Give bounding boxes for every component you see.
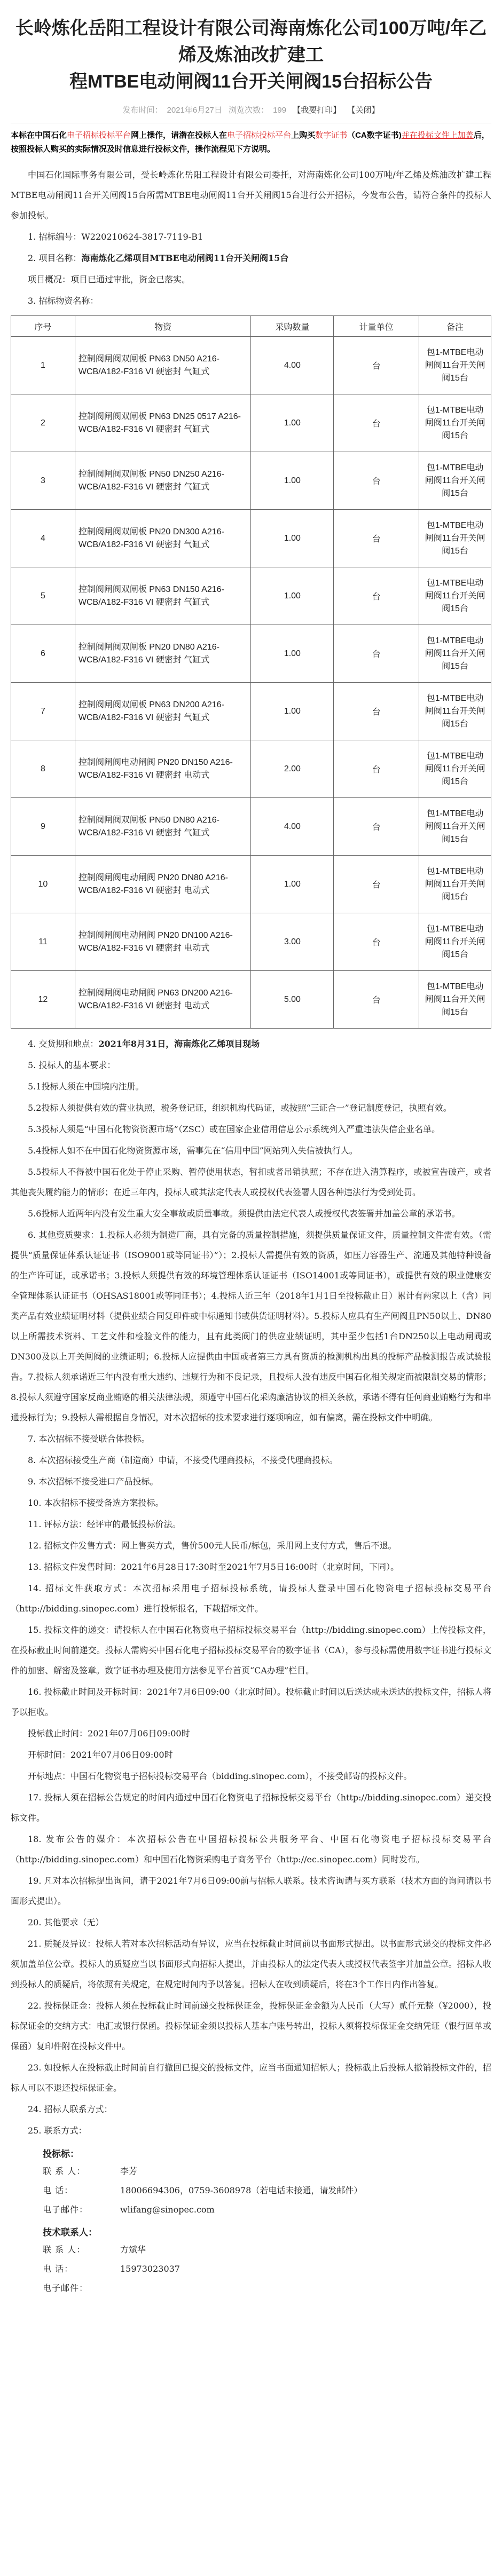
row-number: 7 bbox=[11, 683, 75, 740]
section-10: 10. 本次招标不接受备选方案投标。 bbox=[28, 1498, 164, 1508]
remark: 包1-MTBE电动闸阀11台开关闸阀15台 bbox=[419, 394, 491, 452]
contact-person-row bbox=[43, 2162, 491, 2181]
quantity: 1.00 bbox=[251, 510, 334, 567]
section-5-6: 5.6投标人近两年内没有发生重大安全事故或质量事故。须提供由法定代表人或授权代表签署并加盖公章的承诺书。 bbox=[28, 1208, 460, 1219]
quantity: 2.00 bbox=[251, 740, 334, 798]
material-name: 控制阀闸阀电动闸阀 PN63 DN200 A216-WCB/A182-F316 VI 硬密封 电动式 bbox=[75, 971, 251, 1029]
section-5-3: 5.3投标人须是“中国石化物资资源市场”（ZSC）或在国家企业信用信息公示系统列入严重违法失信企业名单。 bbox=[28, 1124, 441, 1134]
quantity: 1.00 bbox=[251, 452, 334, 510]
remark: 包1-MTBE电动闸阀11台开关闸阀15台 bbox=[419, 337, 491, 394]
print-button[interactable]: 【我要打印】 bbox=[293, 106, 341, 115]
page-title bbox=[11, 15, 491, 95]
material-name: 控制阀闸阀双闸板 PN20 DN300 A216-WCB/A182-F316 VI 硬密封 气缸式 bbox=[75, 510, 251, 567]
opening-place-line bbox=[11, 1766, 491, 1787]
section-11: 11. 评标方法：经评审的最低投标价法。 bbox=[28, 1519, 181, 1529]
section-5-4: 5.4投标人如不在中国石化物资资源市场，需事先在“信用中国”网站列入失信被执行人。 bbox=[28, 1145, 358, 1156]
deadline-value: 2021年07月06日09:00时 bbox=[88, 1728, 190, 1739]
remark: 包1-MTBE电动闸阀11台开关闸阀15台 bbox=[419, 510, 491, 567]
title-line-1: 长岭炼化岳阳工程设计有限公司海南炼化公司100万吨/年乙烯及炼油改扩建工 bbox=[15, 18, 487, 65]
table-row bbox=[11, 567, 491, 625]
section-5-5: 5.5投标人不得被中国石化处于停止采购、暂停使用状态，暂扣或者吊销执照；不存在进入清算程序，或被宣告破产，或者其他丧失履约能力的情形；在近三年内，投标人或其法定代表人或授权代表签署人因各种违法行为受到处罚。 bbox=[11, 1167, 491, 1197]
opening-label: 开标时间： bbox=[28, 1750, 71, 1760]
section-12: 12. 招标文件发售方式：网上售卖方式，售价500元人民币/标包，采用网上支付方式，售后不退。 bbox=[28, 1540, 397, 1551]
tech-contact-email-label: 电子邮件： bbox=[43, 2283, 89, 2293]
section-4 bbox=[11, 1034, 491, 1054]
tech-contact-person-label: 联 系 人： bbox=[43, 2245, 86, 2255]
notice-red-1: 电子招标投标平台 bbox=[67, 131, 131, 140]
table-row bbox=[11, 971, 491, 1029]
row-number: 6 bbox=[11, 625, 75, 683]
remark: 包1-MTBE电动闸阀11台开关闸阀15台 bbox=[419, 567, 491, 625]
contact-email-label: 电子邮件： bbox=[43, 2204, 89, 2215]
section-5-1: 5.1投标人须在中国境内注册。 bbox=[28, 1081, 144, 1092]
section-5-2: 5.2投标人须提供有效的营业执照，税务登记证，组织机构代码证，或按照“三证合一”登记制度登记，执照有效。 bbox=[28, 1103, 452, 1113]
meta-bar bbox=[11, 102, 491, 118]
tech-contact-email-row bbox=[43, 2279, 491, 2298]
section-8: 8. 本次招标接受生产商（制造商）申请，不接受代理商投标，不接受代理商投标。 bbox=[28, 1455, 338, 1465]
section-25: 25. 联系方式： bbox=[28, 2125, 87, 2136]
row-number: 2 bbox=[11, 394, 75, 452]
unit: 台 bbox=[334, 452, 419, 510]
quantity: 1.00 bbox=[251, 567, 334, 625]
header-material: 物资 bbox=[75, 316, 251, 337]
section-14: 14. 招标文件获取方式：本次招标采用电子招标投标系统，请投标人登录中国石化物资电子招标投标交易平台（http://bidding.sinopec.com）进行投标报名，下载招标文件。 bbox=[11, 1583, 491, 1614]
section-24: 24. 招标人联系方式： bbox=[28, 2104, 113, 2114]
quantity: 1.00 bbox=[251, 625, 334, 683]
contact-person-label: 联 系 人： bbox=[43, 2166, 86, 2176]
section-22: 22. 投标保证金：投标人须在投标截止时间前递交投标保证金，投标保证金金额为人民币（大写）贰仟元整（¥2000），投标保证金的交纳方式：电汇或银行保函。投标保证金须以投标人基本户账号转出，投标人须将投标保证金交纳凭证（银行回单或保函）复印件附在投标文件中。 bbox=[11, 2001, 491, 2051]
remark: 包1-MTBE电动闸阀11台开关闸阀15台 bbox=[419, 971, 491, 1029]
remark: 包1-MTBE电动闸阀11台开关闸阀15台 bbox=[419, 856, 491, 913]
publish-date: 2021年6月27日 bbox=[167, 106, 222, 115]
section-2b: 项目概况：项目已通过审批，资金已落实。 bbox=[28, 274, 191, 285]
intro-paragraph: 中国石化国际事务有限公司，受长岭炼化岳阳工程设计有限公司委托，对海南炼化公司100万吨/年乙烯及炼油改扩建工程MTBE电动闸阀11台开关闸阀15台所需MTBE电动闸阀11台开关闸阀15台进行公开招标，今发布公告，请符合条件的投标人参加投标。 bbox=[11, 170, 491, 220]
quantity: 1.00 bbox=[251, 856, 334, 913]
table-row bbox=[11, 740, 491, 798]
materials-table bbox=[11, 315, 491, 1029]
contact-header: 投标标： bbox=[43, 2149, 79, 2159]
row-number: 9 bbox=[11, 798, 75, 856]
contact-person: 李芳 bbox=[120, 2166, 138, 2176]
header-remark: 备注 bbox=[419, 316, 491, 337]
deadline-label: 投标截止时间： bbox=[28, 1728, 88, 1739]
tech-contact-phone-row bbox=[43, 2259, 491, 2279]
remark: 包1-MTBE电动闸阀11台开关闸阀15台 bbox=[419, 683, 491, 740]
material-name: 控制阀闸阀双闸板 PN63 DN200 A216-WCB/A182-F316 VI 硬密封 气缸式 bbox=[75, 683, 251, 740]
quantity: 1.00 bbox=[251, 394, 334, 452]
remark: 包1-MTBE电动闸阀11台开关闸阀15台 bbox=[419, 913, 491, 971]
section-13: 13. 招标文件发售时间：2021年6月28日17:30时至2021年7月5日16:00时（北京时间，下同）。 bbox=[28, 1562, 399, 1572]
contact-block bbox=[43, 2162, 491, 2219]
notice-mid-1: 网上操作，请潜在投标人在 bbox=[131, 131, 228, 140]
material-name: 控制阀闸阀双闸板 PN63 DN150 A216-WCB/A182-F316 VI 硬密封 气缸式 bbox=[75, 567, 251, 625]
unit: 台 bbox=[334, 510, 419, 567]
opening-value: 2021年07月06日09:00时 bbox=[70, 1750, 173, 1760]
notice-prefix: 本标在中国石化 bbox=[11, 131, 67, 140]
section-2-label: 2. 项目名称： bbox=[28, 253, 82, 263]
page bbox=[11, 0, 491, 2298]
views-label: 浏览次数： bbox=[229, 106, 269, 115]
row-number: 4 bbox=[11, 510, 75, 567]
row-number: 10 bbox=[11, 856, 75, 913]
unit: 台 bbox=[334, 337, 419, 394]
unit: 台 bbox=[334, 625, 419, 683]
material-name: 控制阀闸阀电动闸阀 PN20 DN100 A216-WCB/A182-F316 VI 硬密封 电动式 bbox=[75, 913, 251, 971]
opening-line bbox=[11, 1745, 491, 1765]
contact-email-row bbox=[43, 2200, 491, 2219]
row-number: 1 bbox=[11, 337, 75, 394]
section-16: 16. 投标截止时间及开标时间：2021年7月6日09:00（北京时间）。投标截止时间以后送达或未送达的投标文件，招标人将予以拒收。 bbox=[11, 1687, 491, 1717]
tech-contact-person-row bbox=[43, 2240, 491, 2259]
contact-phone-label: 电 话： bbox=[43, 2185, 74, 2195]
material-name: 控制阀闸阀电动闸阀 PN20 DN150 A216-WCB/A182-F316 VI 硬密封 电动式 bbox=[75, 740, 251, 798]
notice-red-3: 数字证书 bbox=[315, 131, 348, 140]
header-no: 序号 bbox=[11, 316, 75, 337]
header-unit: 计量单位 bbox=[334, 316, 419, 337]
table-row bbox=[11, 337, 491, 394]
material-name: 控制阀闸阀电动闸阀 PN20 DN80 A216-WCB/A182-F316 VI 硬密封 电动式 bbox=[75, 856, 251, 913]
tech-contact-block bbox=[43, 2240, 491, 2298]
section-19: 19. 凡对本次招标提出询问，请于2021年7月6日09:00前与招标人联系。技术咨询请与买方联系（技术方面的询问请以书面形式提出）。 bbox=[11, 1876, 491, 1906]
notice-link[interactable]: 并在投标文件上加盖 bbox=[401, 131, 474, 140]
title-line-2: 程MTBE电动闸阀11台开关闸阀15台招标公告 bbox=[69, 72, 433, 92]
quantity: 5.00 bbox=[251, 971, 334, 1029]
row-number: 12 bbox=[11, 971, 75, 1029]
row-number: 11 bbox=[11, 913, 75, 971]
row-number: 3 bbox=[11, 452, 75, 510]
table-row bbox=[11, 452, 491, 510]
section-5: 5. 投标人的基本要求： bbox=[28, 1060, 116, 1070]
contact-email[interactable]: wlifang@sinopec.com bbox=[120, 2204, 215, 2215]
section-21: 21. 质疑及异议：投标人若对本次招标活动有异议，应当在投标截止时间前以书面形式提出。以书面形式递交的投标文件必须加盖单位公章。投标人的质疑应当以书面形式向招标人提出，并由投标人的法定代表人或授权代表签字并加盖公章。招标人收到投标人的质疑后，将依照有关规定，在规定时间内予以答复。招标人在收到质疑后，将在3个工作日内作出答复。 bbox=[11, 1939, 491, 1989]
notice-suffix: 后，按照投标人购买的实际情况及时信息进行投标文件，操作流程见下方说明。 bbox=[11, 131, 490, 154]
contact-phone-row bbox=[43, 2181, 491, 2200]
opening-place-label: 开标地点： bbox=[28, 1771, 71, 1781]
view-count: 199 bbox=[273, 106, 287, 115]
unit: 台 bbox=[334, 913, 419, 971]
notice-red-2: 电子招标投标平台 bbox=[227, 131, 292, 140]
quantity: 3.00 bbox=[251, 913, 334, 971]
material-name: 控制阀闸阀双闸板 PN20 DN80 A216-WCB/A182-F316 VI 硬密封 气缸式 bbox=[75, 625, 251, 683]
opening-place-value: 中国石化物资电子招标投标交易平台（bidding.sinopec.com），不接受邮寄的投标文件。 bbox=[70, 1771, 412, 1781]
unit: 台 bbox=[334, 567, 419, 625]
notice-mid-2: 上购买 bbox=[291, 131, 316, 140]
platform-notice bbox=[11, 129, 491, 156]
section-9: 9. 本次招标不接受进口产品投标。 bbox=[28, 1476, 159, 1487]
row-number: 8 bbox=[11, 740, 75, 798]
quantity: 1.00 bbox=[251, 683, 334, 740]
tech-contact-person: 方斌华 bbox=[120, 2245, 146, 2255]
table-row bbox=[11, 683, 491, 740]
material-name: 控制阀闸阀双闸板 PN63 DN25 0517 A216-WCB/A182-F316 VI 硬密封 气缸式 bbox=[75, 394, 251, 452]
table-body bbox=[11, 337, 491, 1029]
table-row bbox=[11, 625, 491, 683]
section-7: 7. 本次招标不接受联合体投标。 bbox=[28, 1434, 150, 1444]
section-6: 6. 其他资质要求：1.投标人必须为制造厂商，具有完备的质量控制措施，须提供质量保证文件，质量控制文件需有效。（需提供“质量保证体系认证证书（ISO9001或等同证书）”）；2.投标人需提供有效的资质，如压力容器生产、流通及其他特种设备的生产许可证，或承诺书；3.投标人须提供有效的环境管理体系认证证书（ISO14001或等同证书），或提供有效的职业健康安全管理体系认证证书（OHSAS18001或等同证书）；4.投标人近三年（2018年1月1日至投标截止日）累计有两家以上（含）同类产品有效业绩证明材料（提供业绩合同复印件或中标通知书或供货证明材料）。5.投标人应具有生产闸阀且PN50以上、DN80以上所需技术资料、工艺文件和检验文件的能力，且有此类阀门的供应业绩证明，其中至少包括1台DN250以上电动闸阀或DN300及以上开关闸阀的业绩证明；6.投标人应提供由中国或者第三方具有资质的检测机构出具的投标产品检测报告或试验报告。7.投标人须承诺近三年内没有重大违约、违规行为和不良记录，且投标人没有违反中国石化相关规定而被限制交易的情形；8.投标人须遵守国家反商业贿赂的相关法律法规，须遵守中国石化采购廉洁协议的相关条款，承诺不得有任何商业贿赂行为和串通投标行为；9.投标人需根据自身情况，对本次招标的技术要求进行逐项响应，如有偏离，需在投标文件中明确。 bbox=[11, 1230, 491, 1423]
remark: 包1-MTBE电动闸阀11台开关闸阀15台 bbox=[419, 452, 491, 510]
quantity: 4.00 bbox=[251, 798, 334, 856]
section-4-label: 4. 交货期和地点： bbox=[28, 1039, 99, 1049]
table-row bbox=[11, 913, 491, 971]
section-1: 1. 招标编号：W220210624-3817-7119-B1 bbox=[28, 232, 203, 242]
tech-contact-phone: 15973023037 bbox=[120, 2264, 180, 2274]
section-17: 17. 投标人须在招标公告规定的时间内通过中国石化物资电子招标投标交易平台（http://bidding.sinopec.com）递交投标文件。 bbox=[11, 1792, 491, 1823]
remark: 包1-MTBE电动闸阀11台开关闸阀15台 bbox=[419, 740, 491, 798]
section-4-value: 2021年8月31日，海南炼化乙烯项目现场 bbox=[98, 1039, 260, 1049]
tech-contact-header: 技术联系人： bbox=[43, 2227, 97, 2238]
unit: 台 bbox=[334, 394, 419, 452]
section-3: 3. 招标物资名称： bbox=[28, 296, 99, 306]
section-20: 20. 其他要求（无） bbox=[28, 1917, 104, 1927]
material-name: 控制阀闸阀双闸板 PN50 DN80 A216-WCB/A182-F316 VI 硬密封 气缸式 bbox=[75, 798, 251, 856]
unit: 台 bbox=[334, 798, 419, 856]
row-number: 5 bbox=[11, 567, 75, 625]
unit: 台 bbox=[334, 683, 419, 740]
remark: 包1-MTBE电动闸阀11台开关闸阀15台 bbox=[419, 798, 491, 856]
contact-phone: 18006694306，0759-3608978（若电话未接通，请发邮件） bbox=[120, 2185, 363, 2195]
quantity: 4.00 bbox=[251, 337, 334, 394]
notice-mid-3: （CA数字证书) bbox=[347, 131, 402, 140]
unit: 台 bbox=[334, 856, 419, 913]
table-row bbox=[11, 856, 491, 913]
tech-contact-phone-label: 电 话： bbox=[43, 2264, 74, 2274]
unit: 台 bbox=[334, 971, 419, 1029]
close-button[interactable]: 【关闭】 bbox=[347, 106, 380, 115]
section-23: 23. 如投标人在投标截止时间前自行撤回已提交的投标文件，应当书面通知招标人；投标截止后投标人撤销投标文件的，招标人可以不退还投标保证金。 bbox=[11, 2063, 491, 2093]
table-row bbox=[11, 510, 491, 567]
material-name: 控制阀闸阀双闸板 PN63 DN50 A216-WCB/A182-F316 VI 硬密封 气缸式 bbox=[75, 337, 251, 394]
section-2-value: 海南炼化乙烯项目MTBE电动闸阀11台开关闸阀15台 bbox=[81, 253, 289, 263]
section-2 bbox=[11, 248, 491, 268]
section-15: 15. 投标文件的递交：请投标人在中国石化物资电子招标投标交易平台（http://bidding.sinopec.com）上传投标文件，在投标截止时间前递交。投标人需购买中国石化电子招标投标交易平台的数字证书（CA），参与投标需使用数字证书进行投标文件的加密、解密及签章。数字证书办理及使用方法参见平台首页“CA办理”栏目。 bbox=[11, 1625, 491, 1676]
unit: 台 bbox=[334, 740, 419, 798]
table-header-row bbox=[11, 316, 491, 337]
material-name: 控制阀闸阀双闸板 PN50 DN250 A216-WCB/A182-F316 VI 硬密封 气缸式 bbox=[75, 452, 251, 510]
table-row bbox=[11, 394, 491, 452]
header-qty: 采购数量 bbox=[251, 316, 334, 337]
date-label: 发布时间： bbox=[122, 106, 163, 115]
table-row bbox=[11, 798, 491, 856]
deadline-line bbox=[11, 1724, 491, 1744]
section-18: 18. 发布公告的媒介：本次招标公告在中国招标投标公共服务平台、中国石化物资电子招标投标交易平台（http://bidding.sinopec.com）和中国石化物资采购电子商务平台（http://ec.sinopec.com）同时发布。 bbox=[11, 1834, 491, 1864]
remark: 包1-MTBE电动闸阀11台开关闸阀15台 bbox=[419, 625, 491, 683]
